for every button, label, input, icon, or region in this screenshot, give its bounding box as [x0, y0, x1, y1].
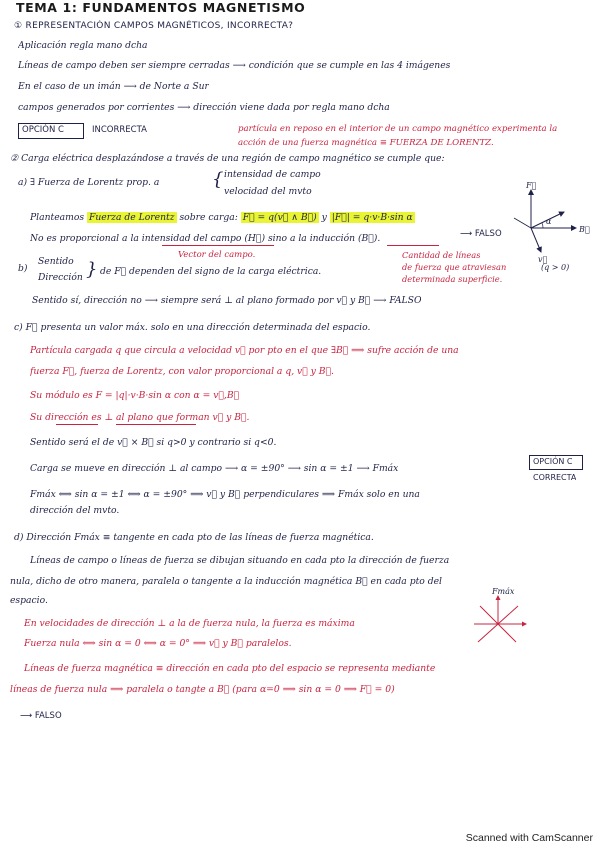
- underline-plano: [116, 424, 196, 425]
- s2-c-line: c) F⃗ presenta un valor máx. solo en una dirección determinada del espacio.: [14, 322, 371, 333]
- falso-d: ⟶ FALSO: [20, 711, 62, 721]
- label-q: (q > 0): [541, 263, 570, 272]
- underline-direccion: [56, 424, 98, 425]
- s2-b-line2: Sentido sí, dirección no ⟶ siempre será ⊥ al plano formado por v⃗ y B⃗ ⟶ FALSO: [32, 295, 422, 306]
- page-title: TEMA 1: FUNDAMENTOS MAGNETISMO: [16, 2, 306, 14]
- s2-a-item1: intensidad de campo: [224, 169, 321, 180]
- s2-d-red4: líneas de fuerza nula ⟹ paralela o tangte a B⃗ (para α=0 ⟹ sin α = 0 ⟹ F⃗ = 0): [10, 684, 395, 695]
- fmax-diagram: [466, 588, 536, 654]
- s2-c-red3: Su módulo es F = |q|·v·B·sin α con α = v⃗,B⃗: [30, 390, 240, 401]
- label-v: v⃗: [538, 255, 548, 264]
- label-b: B⃗: [579, 225, 590, 234]
- note-induccion-3: determinada superficie.: [402, 274, 503, 284]
- fmax-rays: [474, 596, 526, 642]
- label-alpha: α: [546, 217, 552, 226]
- lorentz-vector-diagram: [486, 178, 596, 270]
- eq-highlight-formula: F⃗ = q(v⃗ ∧ B⃗): [242, 212, 317, 223]
- s2-d-line1: d) Dirección Fmáx ≡ tangente en cada pto de las líneas de fuerza magnética.: [14, 532, 374, 543]
- s2-c-red1: Partícula cargada q que circula a velocidad v⃗ por pto en el que ∃B⃗ ⟹ sufre acción de una: [30, 345, 459, 356]
- s2-d-line2: Líneas de campo o líneas de fuerza se dibujan situando en cada pto la dirección de fuerza: [30, 555, 450, 566]
- falso-a: ⟶ FALSO: [460, 229, 502, 239]
- s2-c-dark8: dirección del mvto.: [30, 505, 120, 516]
- axis-line: [514, 218, 531, 228]
- eq-and: y: [321, 212, 327, 223]
- s2-c-dark7: Fmáx ⟺ sin α = ±1 ⟺ α = ±90° ⟹ v⃗ y B⃗ perpendiculares ⟹ Fmáx solo en una: [30, 489, 420, 500]
- s2-c-red4: Su dirección es ⊥ al plano que forman v⃗ y B⃗.: [30, 412, 250, 423]
- section1-heading: ① REPRESENTACIÓN CAMPOS MAGNÉTICOS, INCORRECTA?: [14, 21, 294, 31]
- s2-b-sentido: Sentido: [38, 256, 74, 267]
- alpha-arc: [542, 223, 543, 228]
- s2-d-red1: En velocidades de dirección ⊥ a la de fuerza nula, la fuerza es máxima: [24, 618, 355, 629]
- eq-prefix: Planteamos: [30, 212, 85, 223]
- option-note-2: acción de una fuerza magnética ≡ FUERZA DE LORENTZ.: [238, 138, 494, 148]
- s2-b-direccion: Dirección: [38, 272, 83, 283]
- s1-line4: campos generados por corrientes ⟶ dirección viene dada por regla mano dcha: [18, 102, 390, 113]
- s2-c-dark5: Sentido será el de v⃗ × B⃗ si q>0 y contrario si q<0.: [30, 437, 277, 448]
- s2-c-red2: fuerza F⃗, fuerza de Lorentz, con valor proporcional a q, v⃗ y B⃗.: [30, 366, 334, 377]
- s1-line3: En el caso de un imán ⟶ de Norte a Sur: [18, 81, 209, 92]
- underline-intensidad: [162, 245, 274, 246]
- c-box-label: OPCIÓN C: [533, 457, 573, 466]
- eq-mid: sobre carga:: [179, 212, 238, 223]
- s2-b-label: b): [18, 263, 28, 274]
- s2-d-line4: espacio.: [10, 595, 48, 606]
- s2-d-line3: nula, dicho de otro manera, paralela o tangente a la inducción magnética B⃗ en cada pto del: [10, 576, 442, 587]
- option-c-text: INCORRECTA: [92, 125, 147, 135]
- underline-induccion: [387, 245, 439, 246]
- eq-line: [30, 212, 415, 224]
- label-f: F⃗: [526, 181, 537, 190]
- scanner-watermark: Scanned with CamScanner: [465, 832, 593, 844]
- v-vector-line: [531, 228, 541, 252]
- s2-d-red2: Fuerza nula ⟺ sin α = 0 ⟺ α = 0° ⟹ v⃗ y B⃗ paralelos.: [24, 638, 292, 649]
- s1-line1: Aplicación regla mano dcha: [18, 40, 148, 51]
- s2-no-line: No es proporcional a la intensidad del campo (H⃗) sino a la inducción (B⃗).: [30, 233, 381, 244]
- s1-line2: Líneas de campo deben ser siempre cerradas ⟶ condición que se cumple en las 4 imágenes: [18, 60, 451, 71]
- brace-a: {: [212, 169, 224, 190]
- option-c-label: OPCIÓN C: [22, 125, 64, 135]
- label-fmax: Fmáx: [492, 587, 515, 596]
- s2-a-label: a) ∃ Fuerza de Lorentz prop. a: [18, 177, 160, 188]
- s2-a-item2: velocidad del mvto: [224, 186, 312, 197]
- brace-b: }: [86, 259, 98, 280]
- eq-highlight-modulus: |F⃗| = q·v·B·sin α: [331, 212, 413, 223]
- c-box-sub: CORRECTA: [533, 473, 577, 482]
- option-note-1: partícula en reposo en el interior de un campo magnético experimenta la: [238, 124, 558, 134]
- s2-c-dark6: Carga se mueve en dirección ⊥ al campo ⟶ α = ±90° ⟶ sin α = ±1 ⟶ Fmáx: [30, 463, 399, 474]
- s2-b-text: de F⃗ dependen del signo de la carga eléctrica.: [100, 266, 322, 277]
- note-induccion-2: de fuerza que atraviesan: [402, 262, 507, 272]
- eq-highlight-lorentz: Fuerza de Lorentz: [89, 212, 175, 223]
- section2-heading: ② Carga eléctrica desplazándose a través de una región de campo magnético se cumple que:: [10, 153, 445, 164]
- note-induccion-1: Cantidad de líneas: [402, 250, 481, 260]
- s2-d-red3: Líneas de fuerza magnética ≡ dirección en cada pto del espacio se representa mediante: [24, 663, 436, 674]
- note-campo: Vector del campo.: [178, 250, 256, 260]
